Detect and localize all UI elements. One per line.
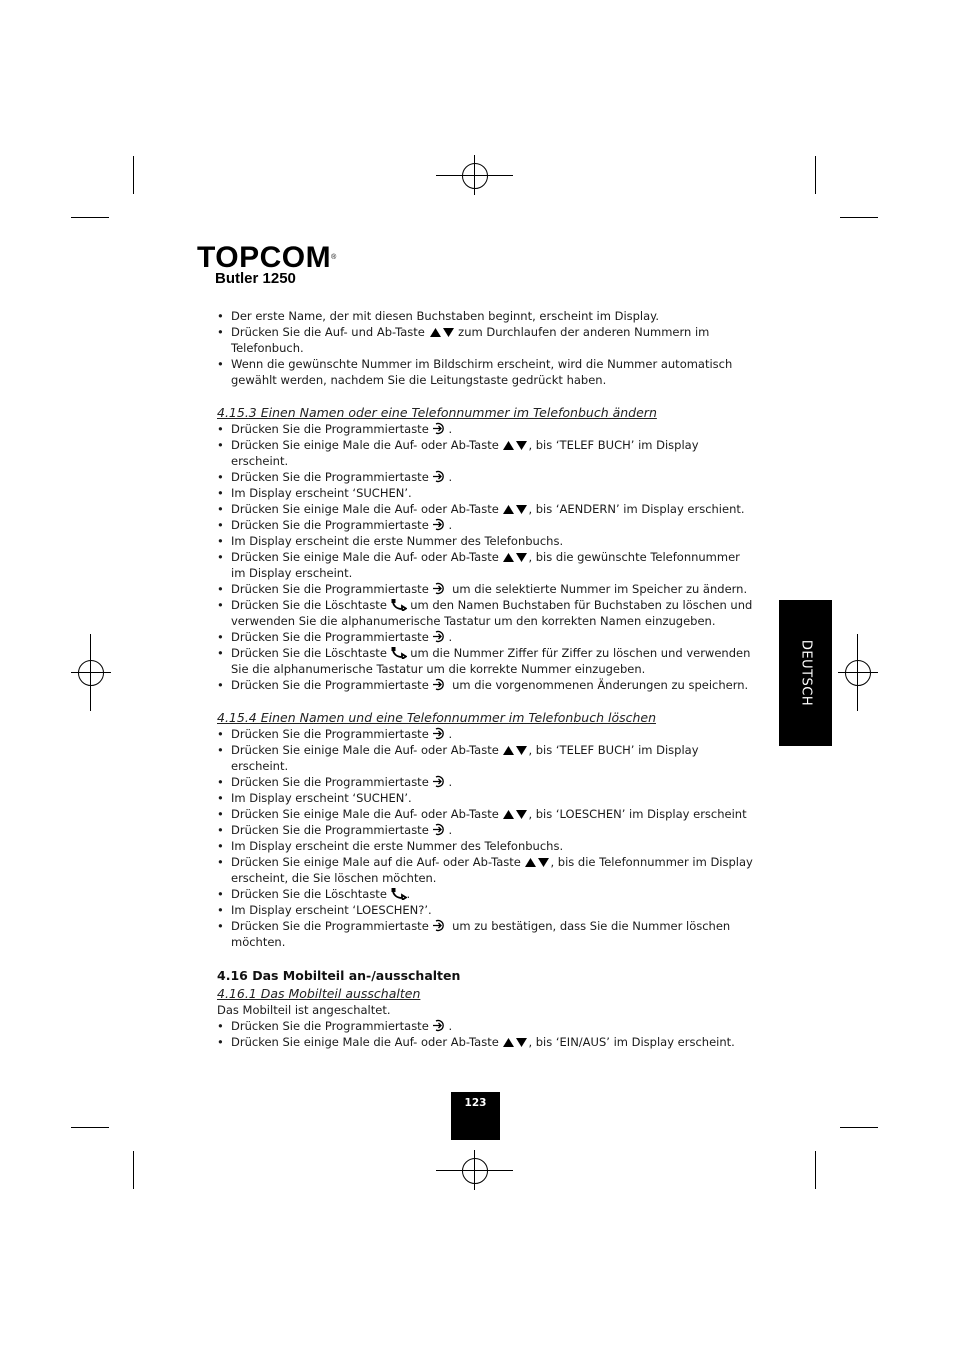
list-item: • Im Display erscheint die erste Nummer des Telefonbuchs. xyxy=(217,838,757,854)
list-item: • Drücken Sie einige Male die Auf- oder Ab-Taste , bis ‘AENDERN’ im Display erschient. xyxy=(217,501,757,517)
section-4-15-4-list xyxy=(217,726,757,950)
section-4-15-3-heading: 4.15.3 Einen Namen oder eine Telefonnummer im Telefonbuch ändern xyxy=(217,405,657,420)
list-item: • Drücken Sie einige Male die Auf- oder Ab-Taste , bis ‘LOESCHEN’ im Display erscheint xyxy=(217,806,757,822)
list-item: • Der erste Name, der mit diesen Buchstaben beginnt, erscheint im Display. xyxy=(217,308,757,324)
list-item: • Wenn die gewünschte Nummer im Bildschirm erscheint, wird die Nummer automatisch gewählt werden, nachdem Sie die Leitungstaste gedrückt haben. xyxy=(217,356,757,388)
list-item: • Im Display erscheint ‘SUCHEN’. xyxy=(217,485,757,501)
program-key-icon xyxy=(432,422,448,435)
model-name: Butler 1250 xyxy=(215,270,296,287)
up-down-arrow-icon xyxy=(502,504,528,515)
list-item: • Im Display erscheint ‘SUCHEN’. xyxy=(217,790,757,806)
list-item: • Drücken Sie die Programmiertaste um die selektierte Nummer im Speicher zu ändern. xyxy=(217,581,757,597)
section-4-16-1-list xyxy=(217,1018,757,1050)
up-down-arrow-icon xyxy=(502,745,528,756)
language-tab-label: DEUTSCH xyxy=(798,639,813,707)
delete-key-icon xyxy=(391,646,407,659)
program-key-icon xyxy=(432,582,448,595)
intro-list xyxy=(217,308,757,388)
list-item: • Drücken Sie die Programmiertaste . xyxy=(217,774,757,790)
list-item: • Drücken Sie einige Male auf die Auf- oder Ab-Taste , bis die Telefonnummer im Display erscheint, die Sie löschen möchten. xyxy=(217,854,757,886)
up-down-arrow-icon xyxy=(524,857,550,868)
page-number: 123 xyxy=(451,1092,500,1140)
program-key-icon xyxy=(432,775,448,788)
list-item: • Im Display erscheint ‘LOESCHEN?’. xyxy=(217,902,757,918)
list-item: • Drücken Sie einige Male die Auf- oder Ab-Taste , bis die gewünschte Telefonnummer im Display erscheint. xyxy=(217,549,757,581)
up-down-arrow-icon xyxy=(429,327,455,338)
up-down-arrow-icon xyxy=(502,1037,528,1048)
list-item: • Im Display erscheint die erste Nummer des Telefonbuchs. xyxy=(217,533,757,549)
program-key-icon xyxy=(432,727,448,740)
program-key-icon xyxy=(432,518,448,531)
delete-key-icon xyxy=(391,598,407,611)
program-key-icon xyxy=(432,1019,448,1032)
delete-key-icon xyxy=(391,887,407,900)
section-4-16-1-text: Das Mobilteil ist angeschaltet. xyxy=(217,1003,391,1017)
program-key-icon xyxy=(432,470,448,483)
list-item: • Drücken Sie die Programmiertaste . xyxy=(217,469,757,485)
language-tab xyxy=(779,600,832,746)
list-item: • Drücken Sie die Löschtaste . xyxy=(217,886,757,902)
list-item: • Drücken Sie die Programmiertaste . xyxy=(217,421,757,437)
list-item: • Drücken Sie die Löschtaste um den Namen Buchstaben für Buchstaben zu löschen und verwenden Sie die alphanumerische Tastatur um den korrekten Namen einzugeben. xyxy=(217,597,757,629)
list-item: • Drücken Sie die Auf- und Ab-Taste zum Durchlaufen der anderen Nummern im Telefonbuch. xyxy=(217,324,757,356)
list-item: • Drücken Sie einige Male die Auf- oder Ab-Taste , bis ‘TELEF BUCH’ im Display erscheint. xyxy=(217,742,757,774)
section-4-16-1-heading: 4.16.1 Das Mobilteil ausschalten xyxy=(217,986,421,1001)
program-key-icon xyxy=(432,678,448,691)
list-item: • Drücken Sie die Programmiertaste . xyxy=(217,517,757,533)
list-item: • Drücken Sie die Löschtaste um die Nummer Ziffer für Ziffer zu löschen und verwenden Sie die alphanumerische Tastatur um die korrekte Nummer einzugeben. xyxy=(217,645,757,677)
list-item: • Drücken Sie die Programmiertaste . xyxy=(217,629,757,645)
section-4-15-3-list xyxy=(217,421,757,693)
up-down-arrow-icon xyxy=(502,440,528,451)
list-item: • Drücken Sie einige Male die Auf- oder Ab-Taste , bis ‘TELEF BUCH’ im Display erscheint. xyxy=(217,437,757,469)
up-down-arrow-icon xyxy=(502,809,528,820)
list-item: • Drücken Sie die Programmiertaste . xyxy=(217,822,757,838)
list-item: • Drücken Sie die Programmiertaste um die vorgenommenen Änderungen zu speichern. xyxy=(217,677,757,693)
page-content xyxy=(217,308,757,1050)
section-4-16-heading: 4.16 Das Mobilteil an-/ausschalten xyxy=(217,968,461,983)
list-item: • Drücken Sie die Programmiertaste um zu bestätigen, dass Sie die Nummer löschen möchten. xyxy=(217,918,757,950)
list-item: • Drücken Sie einige Male die Auf- oder Ab-Taste , bis ‘EIN/AUS’ im Display erscheint. xyxy=(217,1034,757,1050)
list-item: • Drücken Sie die Programmiertaste . xyxy=(217,1018,757,1034)
program-key-icon xyxy=(432,823,448,836)
section-4-15-4-heading: 4.15.4 Einen Namen und eine Telefonnummer im Telefonbuch löschen xyxy=(217,710,657,725)
brand-logo: TOPCOM® xyxy=(197,241,337,274)
program-key-icon xyxy=(432,919,448,932)
program-key-icon xyxy=(432,630,448,643)
list-item: • Drücken Sie die Programmiertaste . xyxy=(217,726,757,742)
up-down-arrow-icon xyxy=(502,552,528,563)
